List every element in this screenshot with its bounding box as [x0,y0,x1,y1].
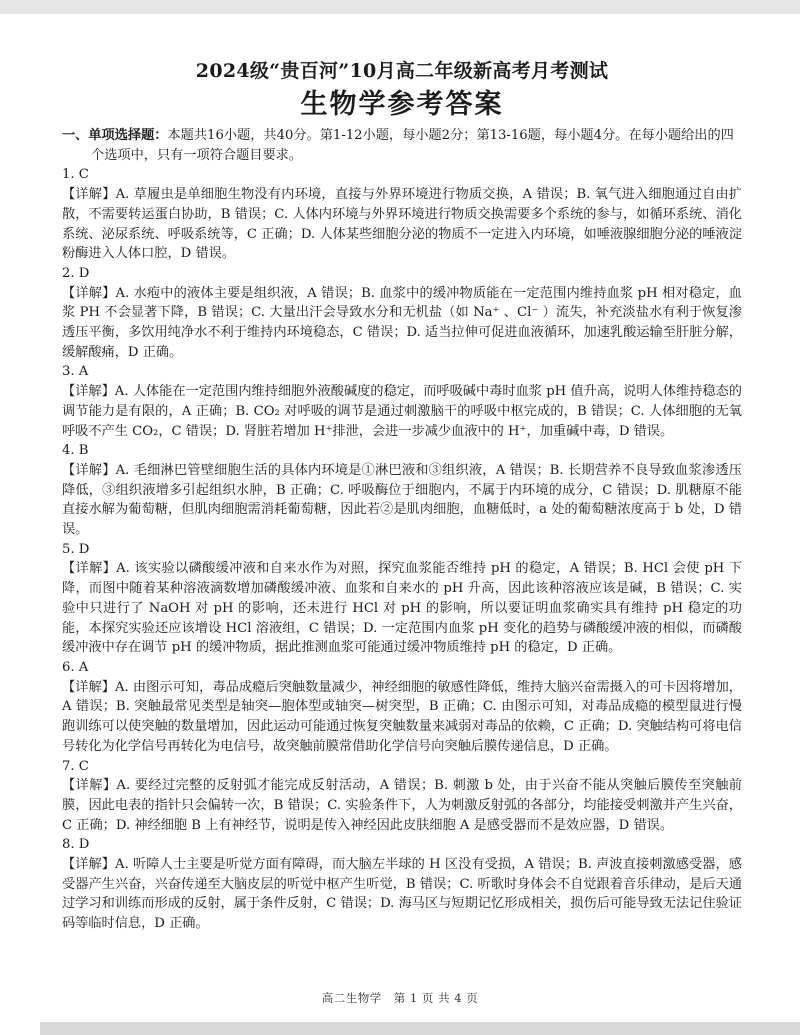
question-answer: 2. D [62,265,90,281]
question-explanation: 【详解】A. 毛细淋巴管壁细胞生活的具体内环境是①淋巴液和③组织液，A 错误；B. 长期营养不良导致血浆渗透压降低，③组织液增多引起组织水肿，B 正确；C. 呼吸酶位于细胞内，不属于内环境的成分，C 错误；D. 肌糖原不能直接水解为葡萄糖，但肌肉细胞需消耗葡萄糖，因此若②是肌肉细胞，血糖低时，a 处的葡萄糖浓度高于 b 处，D 错误。 [62,462,742,538]
question-explanation: 【详解】A. 由图示可知，毒品成瘾后突触数量减少，神经细胞的敏感性降低，维持大脑兴奋需摄入的可卡因将增加，A 错误；B. 突触最常见类型是轴突—胞体型或轴突—树突型，B 正确；C. 由图示可知，对毒品成瘾的模型鼠进行慢跑训练可以使突触的数量增加，因此运动可能通过恢复突触数量来减弱对毒品的依赖，C 正确；D. 突触结构可将电信号转化为化学信号再转化为电信号，故突触前膜常借助化学信号向突触后膜传递信息，D 正确。 [62,679,742,754]
question-explanation: 【详解】A. 该实验以磷酸缓冲液和自来水作为对照，探究血浆能否维持 pH 的稳定，A 错误；B. HCl 会使 pH 下降，而图中随着某种溶液滴数增加磷酸缓冲液、血浆和自来水的 pH 升高，因此该种溶液应该是碱，B 错误；C. 实验中只进行了 NaOH 对 pH 的影响，还未进行 HCl 对 pH 的影响，所以要证明血浆确实具有维持 pH 稳定的功能，本探究实验还应该增设 HCl 溶液组，C 错误；D. 一定范围内血浆 pH 变化的趋势与磷酸缓冲液的相似，而磷酸缓冲液中存在调节 pH 的缓冲物质，据此推测血浆可能通过缓冲物质维持 pH 的稳定，D 正确。 [62,561,742,656]
question-explanation: 【详解】A. 水疱中的液体主要是组织液，A 错误；B. 血浆中的缓冲物质能在一定范围内维持血浆 pH 相对稳定，血浆 PH 不会显著下降，B 错误；C. 大量出汗会导致水分和无机盐（如 Na⁺ 、Cl⁻ ）流失，补充淡盐水有利于恢复渗透压平衡，多饮用纯净水不利于维持内环境稳态，C 错误；D. 适当拉伸可促进血液循环，加速乳酸运输至肝脏分解，缓解酸痛，D 正确。 [62,285,742,360]
question-answer: 6. A [62,659,89,675]
section-lead: 一、单项选择题： [62,128,168,143]
question-item [62,264,742,363]
question-item [62,165,742,264]
page-footer: 高二生物学 第 1 页 共 4 页 [321,991,479,1005]
question-item [62,362,742,441]
question-answer: 8. D [62,837,90,853]
question-answer: 5. D [62,541,90,557]
page-subtitle: 生物学参考答案 [300,89,504,120]
scan-top-edge [0,0,800,14]
question-explanation: 【详解】A. 人体能在一定范围内维持细胞外液酸碱度的稳定，而呼吸碱中毒时血浆 pH 值升高，说明人体维持稳态的调节能力是有限的，A 正确；B. CO₂ 对呼吸的调节是通过刺激脑干的呼吸中枢完成的，B 错误；C. 人体细胞的无氧呼吸不产生 CO₂，C 错误；D. 肾脏若增加 H⁺排泄，会进一步减少血液中的 H⁺，加重碱中毒，D 错误。 [62,384,742,439]
page-title: 2024级“贵百河”10月高二年级新高考月考测试 [195,60,609,82]
question-answer: 4. B [62,443,89,459]
question-answer: 1. C [62,167,89,183]
section-heading [62,126,742,165]
question-answer: 3. A [62,364,89,380]
question-explanation: 【详解】A. 草履虫是单细胞生物没有内环境，直接与外界环境进行物质交换，A 错误；B. 氧气进入细胞通过自由扩散，不需要转运蛋白协助，B 错误；C. 人体内环境与外界环境进行物质交换需要多个系统的参与，如循环系统、消化系统、泌尿系统、呼吸系统等，C 正确；D. 人体某些细胞分泌的物质不一定进入内环境，如唾液腺细胞分泌的唾液淀粉酶进入人体口腔，D 错误。 [62,187,742,262]
question-item [62,835,742,934]
question-item [62,757,742,836]
scan-bottom-edge [40,1022,800,1035]
question-answer: 7. C [62,758,89,774]
question-item [62,540,742,658]
question-item [62,441,742,540]
question-item [62,658,742,757]
section-instructions: 本题共16小题，共40分。第1-12小题，每小题2分；第13-16题，每小题4分。在每小题给出的四个选项中，只有一项符合题目要求。 [91,128,734,163]
answer-sheet [62,56,742,934]
question-explanation: 【详解】A. 听障人士主要是听觉方面有障碍，而大脑左半球的 H 区没有受损，A 错误；B. 声波直接刺激感受器，感受器产生兴奋，兴奋传递至大脑皮层的听觉中枢产生听觉，B 错误；C. 听歌时身体会不自觉跟着音乐律动，是后天通过学习和训练而形成的反射，属于条件反射，C 错误；D. 海马区与短期记忆形成相关，损伤后可能导致无法记住验证码等临时信息，D 正确。 [62,857,742,932]
question-explanation: 【详解】A. 要经过完整的反射弧才能完成反射活动，A 错误；B. 刺激 b 处，由于兴奋不能从突触后膜传至突触前膜，因此电表的指针只会偏转一次，B 错误；C. 实验条件下，人为刺激反射弧的各部分，均能接受刺激并产生兴奋，C 正确；D. 神经细胞 B 上有神经节，说明是传入神经因此皮肤细胞 A 是感受器而不是效应器，D 错误。 [62,778,742,833]
